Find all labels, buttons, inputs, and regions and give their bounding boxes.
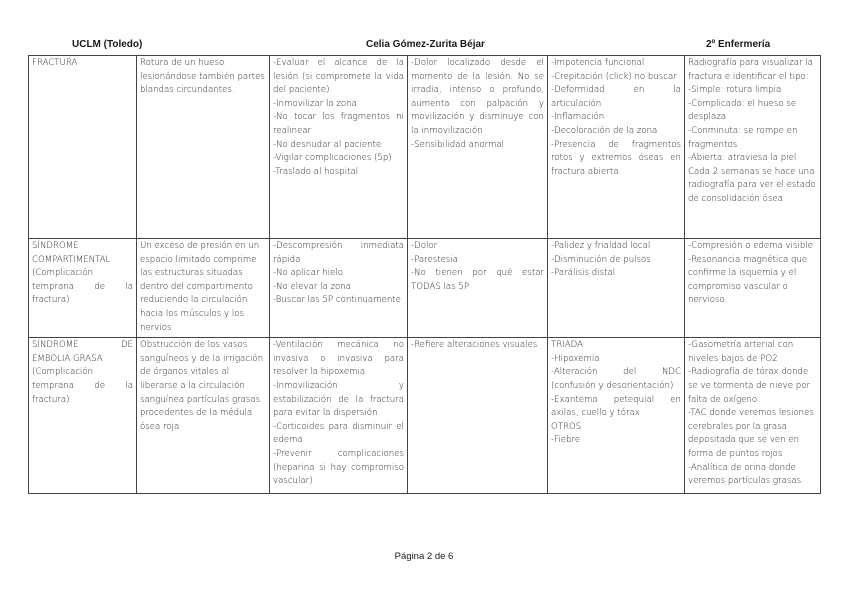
diagnosis-line: -Compresión o edema visible (688, 241, 813, 251)
table-row (29, 239, 821, 338)
symptoms-line: -Sensibilidad anormal (411, 139, 505, 150)
signs-line: TRIADA (551, 340, 583, 351)
table-row (29, 56, 821, 239)
actions-cell (270, 338, 408, 494)
symptoms-line: -Dolor localizado desde el momento de la lesión. No se irradia, intenso o profundo, aumenta con palpación y movilización y disminuye con la inmovilización (411, 58, 544, 136)
definition-cell (137, 338, 270, 494)
diagnosis-line: -TAC donde veremos lesiones cerebrales por la grasa depositada que se ven en forma de puntos rojos (688, 408, 814, 459)
table-row (29, 338, 821, 494)
diagnosis-line: -Simple: rotura limpia (688, 85, 782, 96)
condition-line: SÍNDROME COMPARTIMENTAL (32, 241, 111, 265)
symptoms-line: -No tienen por qué estar TODAS las 5P (411, 268, 544, 292)
condition-line: FRACTURA (32, 58, 78, 68)
actions-line: -Evaluar el alcance de la lesión (si compromete la vida del paciente) (273, 58, 404, 96)
actions-line: -Vigilar complicaciones (5p) (273, 153, 392, 164)
actions-line: -Ventilación mecánica no invasiva o invasiva para resolver la hipoxemia (273, 340, 404, 378)
actions-cell (270, 56, 408, 239)
symptoms-line: -Parestesia (411, 254, 459, 265)
fracture-complications-table (28, 55, 821, 494)
actions-line: -No elevar la zona (273, 281, 351, 292)
signs-cell (548, 56, 685, 239)
actions-line: -Buscar las 5P continuamente (273, 295, 401, 306)
signs-cell (548, 338, 685, 494)
definition-cell (137, 239, 270, 338)
signs-line: -Deformidad en la articulación (551, 85, 681, 109)
actions-line: -No tocar los fragmentos ni realinear (273, 112, 404, 136)
actions-line: -No aplicar hielo (273, 268, 344, 279)
actions-line: -Prevenir complicaciones (heparina si hay compromiso vascular) (273, 448, 404, 487)
diagnosis-cell (685, 338, 821, 494)
signs-line: -Parálisis distal (551, 268, 616, 279)
definition-line: Rotura de un hueso lesionándose también partes blandas circundantes. (140, 58, 265, 96)
diagnosis-cell (685, 239, 821, 338)
diagnosis-line: -Complicada: el hueso se desplaza (688, 98, 797, 123)
diagnosis-line: Cada 2 semanas se hace una radiografía para ver el estado de consolidación ósea (688, 166, 816, 204)
condition-cell (29, 56, 137, 239)
header-course: 2º Enfermería (706, 39, 771, 50)
signs-line: -Decoloración de la zona (551, 125, 658, 136)
signs-line: -Inflamación (551, 112, 605, 123)
signs-line: -Fiebre (551, 435, 581, 446)
signs-line: -Disminución de pulsos (551, 254, 651, 265)
signs-line: OTROS (551, 421, 582, 432)
symptoms-line: -Dolor (411, 241, 438, 251)
definition-line: Obstrucción de los vasos sanguíneos y de la irrigación de órganos vitales al liberarse a la circulación sanguínea partículas grasas procedentes de la médula ósea roja (140, 340, 264, 432)
actions-line: -No desnudar al paciente (273, 139, 382, 150)
signs-line: -Presencia de fragmentos rotos y extremos óseas en fractura abierta. (551, 139, 681, 177)
symptoms-cell (408, 338, 548, 494)
page-number: Página 2 de 6 (394, 551, 454, 562)
actions-line: -Traslado al hospital (273, 166, 359, 177)
diagnosis-line: -Abierta: atraviesa la piel (688, 153, 797, 164)
actions-line: -Corticoides para disminuir el edema (273, 421, 404, 446)
header-author: Celia Gómez-Zurita Béjar (366, 39, 485, 50)
diagnosis-line: -Radiografía de tórax donde se ve tormenta de nieve por falta de oxígeno (688, 367, 811, 405)
definition-cell (137, 56, 270, 239)
actions-cell (270, 239, 408, 338)
diagnosis-line: Radiografía para visualizar la fractura e identificar el tipo: (688, 58, 813, 82)
condition-line: SÍNDROME DE EMBOLIA GRASA (32, 340, 133, 364)
diagnosis-line: -Analítica de orina donde veremos partículas grasas (688, 462, 802, 487)
symptoms-line: -Refiere alteraciones visuales (411, 340, 538, 351)
condition-cell (29, 239, 137, 338)
header-institution: UCLM (Toledo) (72, 39, 143, 50)
signs-line: -Impotencia funcional (551, 58, 645, 68)
definition-line: Un exceso de presión en un espacio limitado comprime las estructuras situadas dentro del compartimento reduciendo la circulación hacia los músculos y los nervios (140, 241, 260, 333)
diagnosis-line: -Conminuta: se rompe en fragmentos (688, 125, 798, 150)
symptoms-cell (408, 56, 548, 239)
signs-line: -Alteración del NDC (confusión y desorientación) (551, 367, 681, 391)
signs-line: -Crepitación (click) no buscar (551, 71, 677, 82)
symptoms-cell (408, 239, 548, 338)
condition-line: (Complicación temprana de la fractura) (32, 268, 133, 306)
condition-line: (Complicación temprana de la fractura) (32, 367, 133, 405)
diagnosis-line: -Gasometría arterial con niveles bajos de PO2 (688, 340, 794, 364)
condition-cell (29, 338, 137, 494)
actions-line: -Inmovilización y estabilización de la fractura para evitar la dispersión (273, 380, 404, 419)
actions-line: -Inmovilizar la zona (273, 98, 357, 109)
diagnosis-line: -Resonancia magnética que confirme la isquemia y el compromiso vascular o nervioso (688, 254, 808, 306)
signs-cell (548, 239, 685, 338)
diagnosis-cell (685, 56, 821, 239)
actions-line: -Descompresión inmediata rápida (273, 241, 404, 265)
signs-line: -Palidez y frialdad local (551, 241, 651, 251)
signs-line: -Exantema petequial en axilas, cuello y tórax (551, 394, 681, 419)
signs-line: -Hipoxemia (551, 353, 600, 364)
